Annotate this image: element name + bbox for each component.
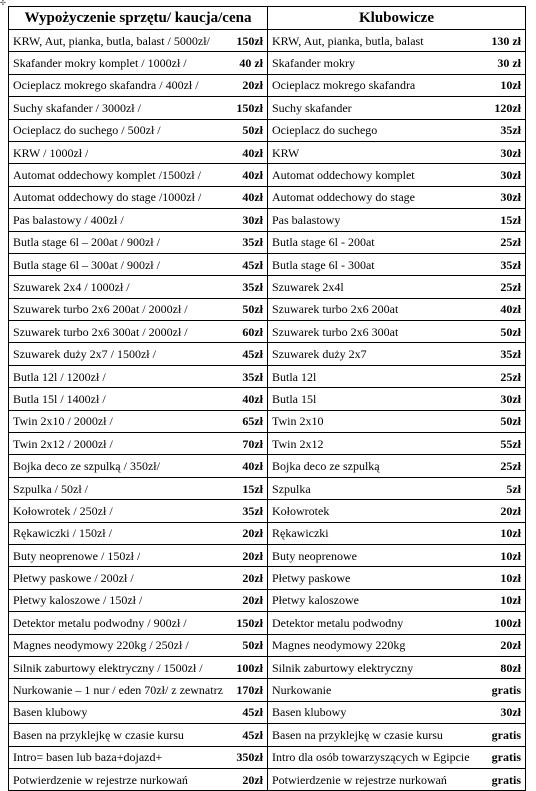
table-row <box>9 410 526 432</box>
item-name: Intro= basen lub baza+dojazd+ <box>13 750 163 765</box>
member-cell <box>268 141 526 163</box>
item-name: Kołowrotek / 250zł / <box>13 503 113 518</box>
item-price: 20zł <box>500 638 521 653</box>
item-name: Płetwy kaloszowe / 150zł / <box>13 593 143 608</box>
item-name: Potwierdzenie w rejestrze nurkowań <box>13 772 188 787</box>
item-price: 25zł <box>500 235 521 250</box>
item-name: Pas balastowy <box>272 212 341 227</box>
table-row <box>9 74 526 96</box>
table-row <box>9 52 526 74</box>
item-price: 45zł <box>242 705 263 720</box>
item-price: 30 zł <box>497 56 521 71</box>
item-name: Ocieplacz do suchego <box>272 123 378 138</box>
item-name: Intro dla osób towarzyszących w Egipcie <box>272 750 470 765</box>
member-cell <box>268 634 526 656</box>
item-name: Twin 2x10 / 2000zł / <box>13 414 113 429</box>
member-cell <box>268 656 526 678</box>
item-name: Szuwarek duży 2x7 / 1500zł / <box>13 347 156 362</box>
table-row <box>9 433 526 455</box>
item-price: 10zł <box>500 571 521 586</box>
item-name: Bojka deco ze szpulką <box>272 459 380 474</box>
item-price: 150zł <box>236 615 263 630</box>
item-name: Szpulka / 50zł / <box>13 481 88 496</box>
member-cell <box>268 164 526 186</box>
item-price: gratis <box>491 683 521 698</box>
item-name: Butla 15l / 1400zł / <box>13 391 106 406</box>
member-cell <box>268 724 526 746</box>
item-name: Pas balastowy / 400zł / <box>13 212 124 227</box>
table-row <box>9 209 526 231</box>
rental-cell <box>9 612 268 634</box>
item-price: 55zł <box>500 436 521 451</box>
item-name: Buty neoprenowe <box>272 548 357 563</box>
item-name: Rękawiczki <box>272 526 329 541</box>
table-row <box>9 97 526 119</box>
member-cell <box>268 231 526 253</box>
item-name: Szuwarek turbo 2x6 300at / 2000zł / <box>13 324 188 339</box>
rental-cell <box>9 455 268 477</box>
item-price: 130 zł <box>491 33 521 48</box>
rental-cell <box>9 298 268 320</box>
member-cell <box>268 253 526 275</box>
item-price: 20zł <box>242 548 263 563</box>
rental-cell <box>9 231 268 253</box>
price-table <box>8 6 526 791</box>
member-cell <box>268 477 526 499</box>
member-cell <box>268 298 526 320</box>
item-name: Szuwarek 2x4 / 1000zł / <box>13 279 130 294</box>
item-price: 20zł <box>242 772 263 787</box>
member-cell <box>268 768 526 790</box>
item-price: 35zł <box>242 235 263 250</box>
table-row <box>9 186 526 208</box>
member-cell <box>268 500 526 522</box>
item-price: 40zł <box>242 459 263 474</box>
rental-cell <box>9 276 268 298</box>
item-price: 50zł <box>242 123 263 138</box>
table-row <box>9 567 526 589</box>
item-name: Potwierdzenie w rejestrze nurkowań <box>272 772 447 787</box>
item-name: Szuwarek duży 2x7 <box>272 347 367 362</box>
item-name: Detektor metalu podwodny / 900zł / <box>13 615 187 630</box>
rental-cell <box>9 522 268 544</box>
item-price: 100zł <box>494 615 521 630</box>
table-row <box>9 522 526 544</box>
member-cell <box>268 433 526 455</box>
item-name: Butla stage 6l – 200at / 900zł / <box>13 235 160 250</box>
item-price: gratis <box>491 750 521 765</box>
item-price: 15zł <box>500 212 521 227</box>
member-cell <box>268 544 526 566</box>
item-price: 40zł <box>242 391 263 406</box>
item-name: Basen na przyklejkę w czasie kursu <box>13 727 184 742</box>
item-price: 70zł <box>242 436 263 451</box>
item-price: 5zł <box>506 481 521 496</box>
table-row <box>9 388 526 410</box>
item-price: 100zł <box>236 660 263 675</box>
item-price: 35zł <box>242 369 263 384</box>
item-price: 30zł <box>500 190 521 205</box>
item-name: Nurkowanie – 1 nur / eden 70zł/ z zewnatrz <box>13 683 223 698</box>
item-price: 30zł <box>500 391 521 406</box>
item-price: 25zł <box>500 459 521 474</box>
item-name: Suchy skafander / 3000zł / <box>13 100 141 115</box>
member-cell <box>268 209 526 231</box>
rental-cell <box>9 209 268 231</box>
table-row <box>9 679 526 701</box>
rental-cell <box>9 567 268 589</box>
item-name: Ocieplacz do suchego / 500zł / <box>13 123 161 138</box>
member-cell <box>268 701 526 723</box>
rental-cell <box>9 164 268 186</box>
rental-cell <box>9 30 268 52</box>
item-price: 30zł <box>500 145 521 160</box>
table-row <box>9 365 526 387</box>
item-name: Ocieplacz mokrego skafandra / 400zł / <box>13 78 199 93</box>
item-price: 10zł <box>500 548 521 563</box>
rental-cell <box>9 634 268 656</box>
item-price: 30zł <box>500 705 521 720</box>
item-name: Detektor metalu podwodny <box>272 615 404 630</box>
table-row <box>9 724 526 746</box>
table-row <box>9 500 526 522</box>
rental-cell <box>9 724 268 746</box>
member-cell <box>268 746 526 768</box>
item-price: 60zł <box>242 324 263 339</box>
item-name: Szuwarek turbo 2x6 200at / 2000zł / <box>13 302 188 317</box>
table-row <box>9 253 526 275</box>
table-row <box>9 276 526 298</box>
item-name: Rękawiczki / 150zł / <box>13 526 112 541</box>
member-cell <box>268 119 526 141</box>
rental-cell <box>9 253 268 275</box>
table-row <box>9 298 526 320</box>
table-row <box>9 30 526 52</box>
item-price: 40zł <box>242 145 263 160</box>
rental-cell <box>9 321 268 343</box>
item-name: KRW / 1000zł / <box>13 145 89 160</box>
table-row <box>9 634 526 656</box>
item-price: 50zł <box>242 302 263 317</box>
member-cell <box>268 186 526 208</box>
item-name: Magnes neodymowy 220kg / 250zł / <box>13 638 189 653</box>
item-price: 350zł <box>236 750 263 765</box>
rental-cell <box>9 97 268 119</box>
item-name: Butla stage 6l – 300at / 900zł / <box>13 257 160 272</box>
item-price: gratis <box>491 727 521 742</box>
item-name: Bojka deco ze szpulką / 350zł/ <box>13 459 160 474</box>
table-row <box>9 455 526 477</box>
item-price: 20zł <box>242 593 263 608</box>
member-cell <box>268 30 526 52</box>
member-cell <box>268 612 526 634</box>
item-price: 35zł <box>500 347 521 362</box>
table-row <box>9 321 526 343</box>
table-row <box>9 768 526 790</box>
item-price: 20zł <box>242 78 263 93</box>
table-row <box>9 701 526 723</box>
item-price: 35zł <box>500 257 521 272</box>
table-row <box>9 544 526 566</box>
item-name: Nurkowanie <box>272 683 332 698</box>
item-name: Twin 2x10 <box>272 414 324 429</box>
item-name: Buty neoprenowe / 150zł / <box>13 548 141 563</box>
item-price: 40zł <box>242 190 263 205</box>
item-price: 35zł <box>242 503 263 518</box>
item-price: 40zł <box>500 302 521 317</box>
item-price: 40zł <box>242 168 263 183</box>
item-price: 45zł <box>242 727 263 742</box>
header-rental: Wypożyczenie sprzętu/ kaucja/cena <box>9 7 268 30</box>
item-price: 45zł <box>242 257 263 272</box>
item-price: 20zł <box>500 503 521 518</box>
member-cell <box>268 522 526 544</box>
item-name: Butla stage 6l - 200at <box>272 235 375 250</box>
rental-cell <box>9 768 268 790</box>
item-price: 170zł <box>236 683 263 698</box>
item-name: Szuwarek turbo 2x6 200at <box>272 302 399 317</box>
rental-cell <box>9 119 268 141</box>
header-members: Klubowicze <box>268 7 526 30</box>
item-price: 150zł <box>236 33 263 48</box>
item-name: Płetwy paskowe / 200zł / <box>13 571 134 586</box>
table-row <box>9 119 526 141</box>
item-name: Automat oddechowy komplet <box>272 168 415 183</box>
item-price: 10zł <box>500 593 521 608</box>
item-name: Szuwarek turbo 2x6 300at <box>272 324 399 339</box>
item-name: KRW, Aut, pianka, butla, balast / 5000zł/ <box>13 33 210 48</box>
member-cell <box>268 321 526 343</box>
item-price: 25zł <box>500 279 521 294</box>
rental-cell <box>9 343 268 365</box>
item-name: Ocieplacz mokrego skafandra <box>272 78 416 93</box>
item-name: Twin 2x12 / 2000zł / <box>13 436 113 451</box>
item-name: Płetwy paskowe <box>272 571 351 586</box>
table-row <box>9 612 526 634</box>
member-cell <box>268 52 526 74</box>
table-row <box>9 141 526 163</box>
member-cell <box>268 410 526 432</box>
item-price: 10zł <box>500 78 521 93</box>
member-cell <box>268 679 526 701</box>
item-name: Butla 12l <box>272 369 317 384</box>
member-cell <box>268 74 526 96</box>
item-name: Butla 12l / 1200zł / <box>13 369 106 384</box>
table-row <box>9 746 526 768</box>
item-price: 65zł <box>242 414 263 429</box>
rental-cell <box>9 141 268 163</box>
item-name: Suchy skafander <box>272 100 352 115</box>
item-price: 35zł <box>500 123 521 138</box>
item-name: Skafander mokry <box>272 56 355 71</box>
rental-cell <box>9 477 268 499</box>
item-price: 80zł <box>500 660 521 675</box>
item-price: 45zł <box>242 347 263 362</box>
table-row <box>9 343 526 365</box>
item-price: 10zł <box>500 526 521 541</box>
table-row <box>9 656 526 678</box>
item-name: KRW, Aut, pianka, butla, balast <box>272 33 424 48</box>
rental-cell <box>9 656 268 678</box>
item-name: Twin 2x12 <box>272 436 324 451</box>
member-cell <box>268 455 526 477</box>
rental-cell <box>9 701 268 723</box>
member-cell <box>268 97 526 119</box>
item-name: Butla stage 6l - 300at <box>272 257 375 272</box>
item-name: Magnes neodymowy 220kg <box>272 638 406 653</box>
item-name: Automat oddechowy komplet /1500zł / <box>13 168 201 183</box>
rental-cell <box>9 433 268 455</box>
item-price: 20zł <box>242 526 263 541</box>
member-cell <box>268 365 526 387</box>
member-cell <box>268 567 526 589</box>
rental-cell <box>9 186 268 208</box>
table-row <box>9 477 526 499</box>
table-row <box>9 589 526 611</box>
price-table-body <box>9 7 526 791</box>
item-name: KRW <box>272 145 300 160</box>
rental-cell <box>9 589 268 611</box>
member-cell <box>268 589 526 611</box>
rental-cell <box>9 365 268 387</box>
rental-cell <box>9 746 268 768</box>
item-name: Silnik zaburtowy elektryczny / 1500zł / <box>13 660 203 675</box>
table-header-row <box>9 7 526 30</box>
item-name: Kołowrotek <box>272 503 330 518</box>
item-name: Płetwy kaloszowe <box>272 593 359 608</box>
item-name: Szpulka <box>272 481 311 496</box>
item-price: 120zł <box>494 100 521 115</box>
item-name: Skafander mokry komplet / 1000zł / <box>13 56 187 71</box>
member-cell <box>268 276 526 298</box>
item-price: 35zł <box>242 279 263 294</box>
rental-cell <box>9 679 268 701</box>
item-price: 15zł <box>242 481 263 496</box>
item-price: 50zł <box>500 414 521 429</box>
item-price: 30zł <box>500 168 521 183</box>
item-name: Automat oddechowy do stage /1000zł / <box>13 190 202 205</box>
member-cell <box>268 388 526 410</box>
item-name: Szuwarek 2x4l <box>272 279 344 294</box>
rental-cell <box>9 410 268 432</box>
rental-cell <box>9 74 268 96</box>
item-name: Basen klubowy <box>13 705 88 720</box>
member-cell <box>268 343 526 365</box>
item-name: Basen na przyklejkę w czasie kursu <box>272 727 443 742</box>
rental-cell <box>9 388 268 410</box>
item-price: 150zł <box>236 100 263 115</box>
item-name: Automat oddechowy do stage <box>272 190 415 205</box>
table-row <box>9 164 526 186</box>
table-row <box>9 231 526 253</box>
item-name: Silnik zaburtowy elektryczny <box>272 660 414 675</box>
item-name: Butla 15l <box>272 391 317 406</box>
item-name: Basen klubowy <box>272 705 347 720</box>
item-price: 20zł <box>242 571 263 586</box>
rental-cell <box>9 544 268 566</box>
item-price: 40 zł <box>239 56 263 71</box>
item-price: 25zł <box>500 369 521 384</box>
item-price: 50zł <box>242 638 263 653</box>
item-price: 30zł <box>242 212 263 227</box>
rental-cell <box>9 52 268 74</box>
item-price: 50zł <box>500 324 521 339</box>
rental-cell <box>9 500 268 522</box>
item-price: gratis <box>491 772 521 787</box>
table-move-handle-icon[interactable]: ✣ <box>0 0 6 7</box>
